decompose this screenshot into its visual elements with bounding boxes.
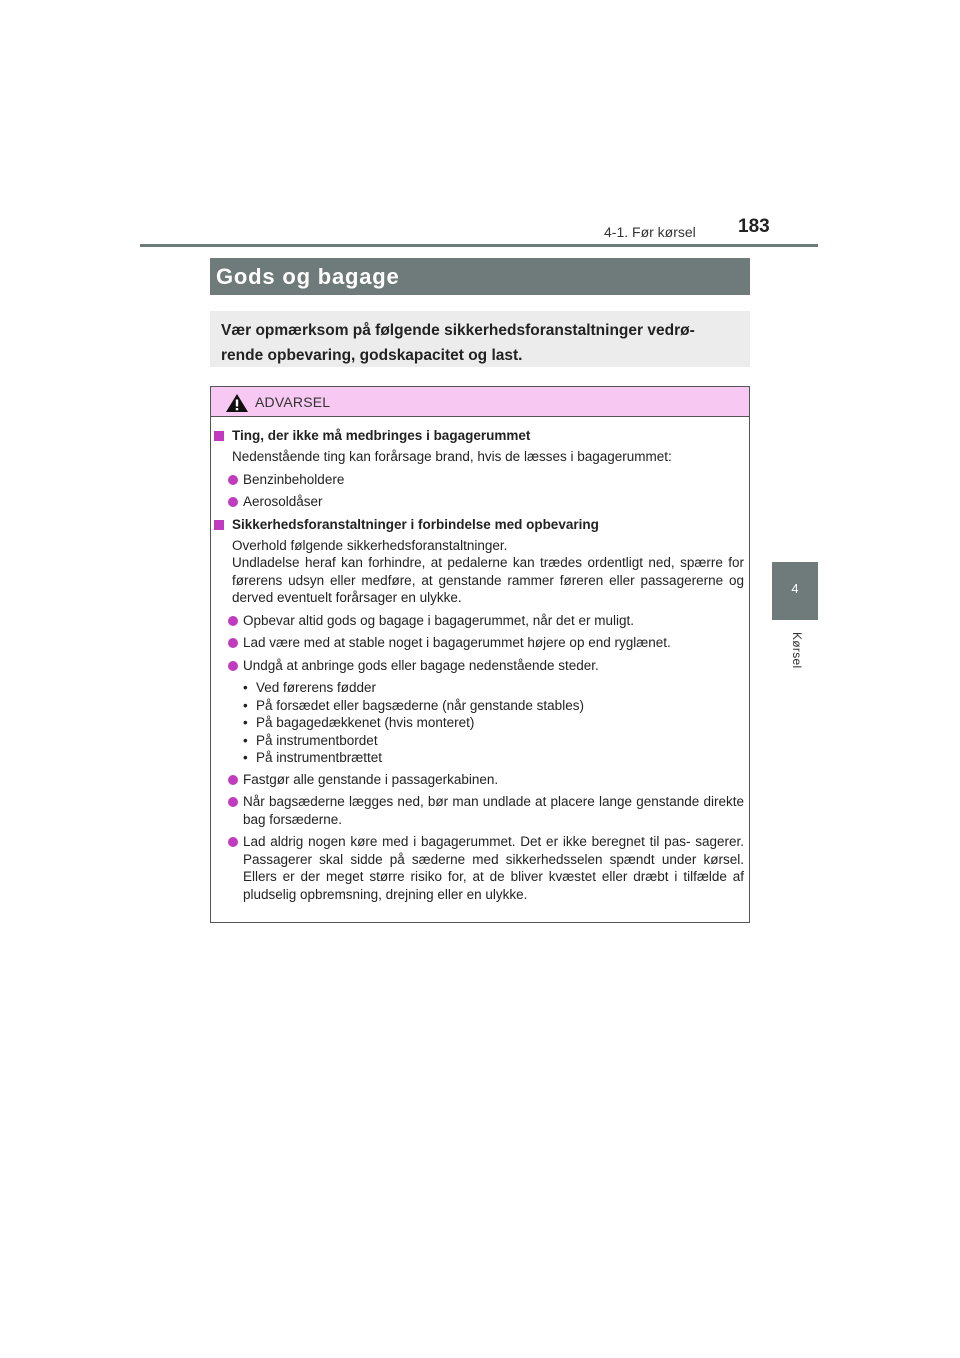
sub-list-item: • På forsædet eller bagsæderne (når genstande stables): [243, 697, 736, 715]
circle-bullet-icon: [228, 775, 238, 785]
warning-label: ADVARSEL: [255, 394, 331, 410]
square-bullet-icon: [214, 431, 224, 441]
sub-list-item: • På bagagedækkenet (hvis monteret): [243, 714, 736, 732]
circle-bullet-icon: [228, 837, 238, 847]
list-item: [228, 793, 744, 828]
chapter-number: 4: [791, 581, 799, 596]
chapter-label: Kørsel: [790, 632, 804, 669]
circle-bullet-icon: [228, 638, 238, 648]
circle-bullet-icon: [228, 797, 238, 807]
section-heading: [214, 427, 747, 445]
heading-text: Ting, der ikke må medbringes i bagagerummet: [232, 428, 531, 443]
heading-text: Sikkerhedsforanstaltninger i forbindelse med opbevaring: [232, 516, 599, 532]
warning-header: [211, 387, 749, 417]
list-item-text: Fastgør alle genstande i passagerkabinen.: [243, 771, 499, 787]
list-item-text: Benzinbeholdere: [243, 471, 345, 487]
page-title: Gods og bagage: [216, 264, 400, 289]
circle-bullet-icon: [228, 616, 238, 626]
list-item-text: Opbevar altid gods og bagage i bagagerummet, når det er muligt.: [243, 612, 634, 628]
paragraph: Undladelse heraf kan forhindre, at pedalerne kan trædes ordentligt ned, spærre for førerens udsyn eller medføre, at genstande rammer føreren eller passagererne og derved eventuelt forårsager en ulykke.: [232, 555, 744, 605]
chapter-tab: [772, 562, 818, 620]
list-item: [228, 493, 744, 511]
sub-list-item: • Ved førerens fødder: [243, 679, 736, 697]
list-item: [228, 833, 744, 903]
section-title: 4-1. Før kørsel: [604, 224, 696, 240]
warning-triangle-icon: [225, 393, 249, 413]
list-item: [228, 471, 744, 489]
list-item-text: Aerosoldåser: [243, 494, 323, 509]
circle-bullet-icon: [228, 475, 238, 485]
section-heading: [214, 516, 747, 534]
page-number: 183: [738, 216, 770, 237]
list-item-text: Undgå at anbringe gods eller bagage nedenstående steder.: [243, 657, 599, 673]
list-item: [228, 771, 744, 789]
list-item-text: Når bagsæderne lægges ned, bør man undlade at placere lange genstande direkte bag forsæderne.: [243, 794, 744, 827]
paragraph: Nedenstående ting kan forårsage brand, hvis de læsses i bagagerummet:: [232, 449, 672, 464]
intro-text: Vær opmærksom på følgende sikkerhedsforanstaltninger vedrø- rende opbevaring, godskapacitet og last.: [221, 322, 695, 364]
circle-bullet-icon: [228, 661, 238, 671]
intro-box: [210, 311, 750, 367]
square-bullet-icon: [214, 520, 224, 530]
sub-list-item: • På instrumentbordet: [243, 732, 736, 750]
warning-box: [210, 386, 750, 923]
circle-bullet-icon: [228, 497, 238, 507]
sub-list-item: • På instrumentbrættet: [243, 749, 736, 767]
list-item: [228, 612, 744, 630]
title-bar: [210, 258, 750, 295]
list-item: [228, 634, 744, 652]
list-item-text: Lad være med at stable noget i bagagerummet højere op end ryglænet.: [243, 635, 671, 650]
list-item-text: Lad aldrig nogen køre med i bagagerummet. Det er ikke beregnet til pas- sagerer. Passagerer skal sidde på sæderne med sikkerhedsselen spændt under kørsel. Ellers er der meget større risiko for, at de bliver kvæstet eller dræbt i tilfælde af pludselig opbremsning, drejning eller en ulykke.: [243, 834, 744, 902]
paragraph: Overhold følgende sikkerhedsforanstaltninger.: [232, 537, 508, 553]
header-rule: [140, 244, 818, 247]
warning-body: [211, 427, 749, 903]
list-item: [228, 657, 744, 675]
